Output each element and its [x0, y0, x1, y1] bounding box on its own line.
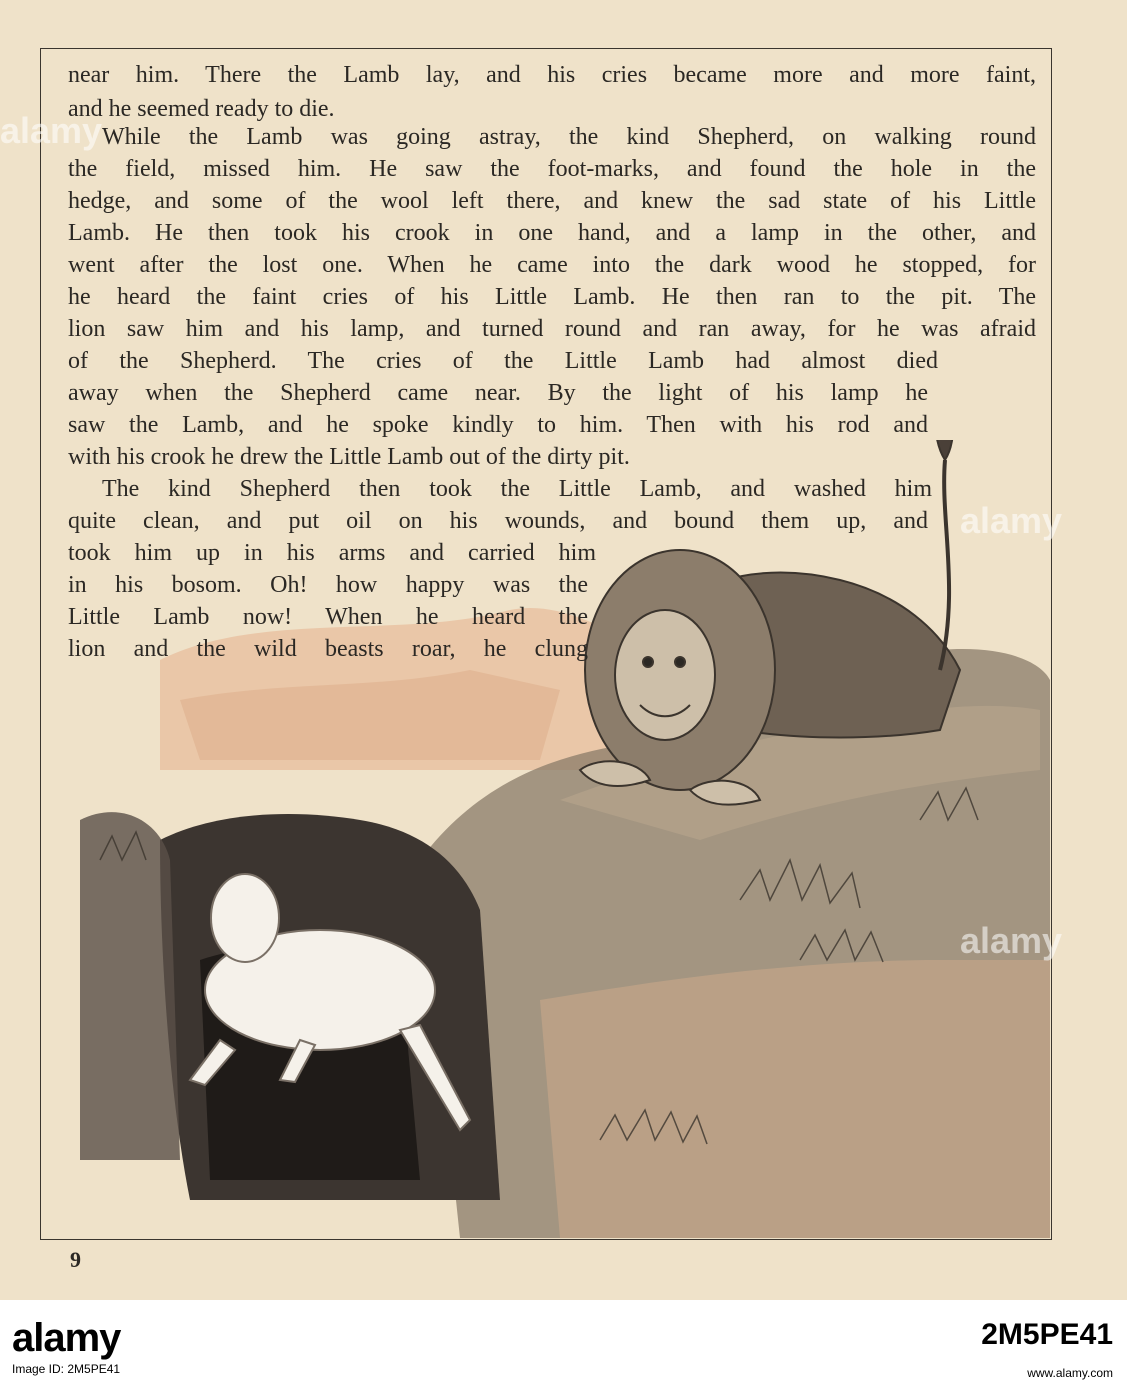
side-watermark: alamy [960, 500, 1063, 541]
text-line: went after the lost one. When he came into the dark wood he stopped, for [68, 252, 1036, 278]
text-line: with his crook he drew the Little Lamb out of the dirty pit. [68, 444, 630, 470]
text-line: and he seemed ready to die. [68, 96, 335, 122]
side-watermark: alamy [0, 110, 103, 151]
text-line: While the Lamb was going astray, the kind Shepherd, on walking round [102, 124, 1036, 150]
page-number: 9 [70, 1247, 81, 1272]
text-line: The kind Shepherd then took the Little Lamb, and washed him [102, 476, 932, 502]
text-line: saw the Lamb, and he spoke kindly to him. Then with his rod and [68, 412, 928, 438]
image-id-label: Image ID: 2M5PE41 [12, 1362, 121, 1376]
text-line: the field, missed him. He saw the foot-marks, and found the hole in the [68, 156, 1036, 182]
text-line: away when the Shepherd came near. By the light of his lamp he [68, 380, 928, 406]
alamy-logo: alamy [12, 1316, 121, 1360]
stock-watermark-bar [0, 1300, 1127, 1390]
text-line: Little Lamb now! When he heard the [68, 604, 588, 630]
side-watermark: alamy [960, 920, 1063, 961]
text-line: hedge, and some of the wool left there, and knew the sad state of his Little [68, 188, 1036, 214]
grass-slope [540, 960, 1050, 1238]
image-id-code: 2M5PE41 [981, 1318, 1113, 1351]
text-line: of the Shepherd. The cries of the Little Lamb had almost died [68, 348, 938, 374]
text-line: lion and the wild beasts roar, he clung [68, 636, 588, 662]
text-line: lion saw him and his lamp, and turned round and ran away, for he was afraid [68, 316, 1036, 342]
text-line: he heard the faint cries of his Little Lamb. He then ran to the pit. The [68, 284, 1036, 310]
text-line: took him up in his arms and carried him [68, 540, 596, 566]
text-line: Lamb. He then took his crook in one hand, and a lamp in the other, and [68, 220, 1036, 246]
text-line: quite clean, and put oil on his wounds, and bound them up, and [68, 508, 928, 534]
site-url: www.alamy.com [1027, 1366, 1113, 1380]
left-rock [80, 812, 180, 1160]
text-line: near him. There the Lamb lay, and his cries became more and more faint, [68, 62, 1036, 88]
text-line: in his bosom. Oh! how happy was the [68, 572, 588, 598]
